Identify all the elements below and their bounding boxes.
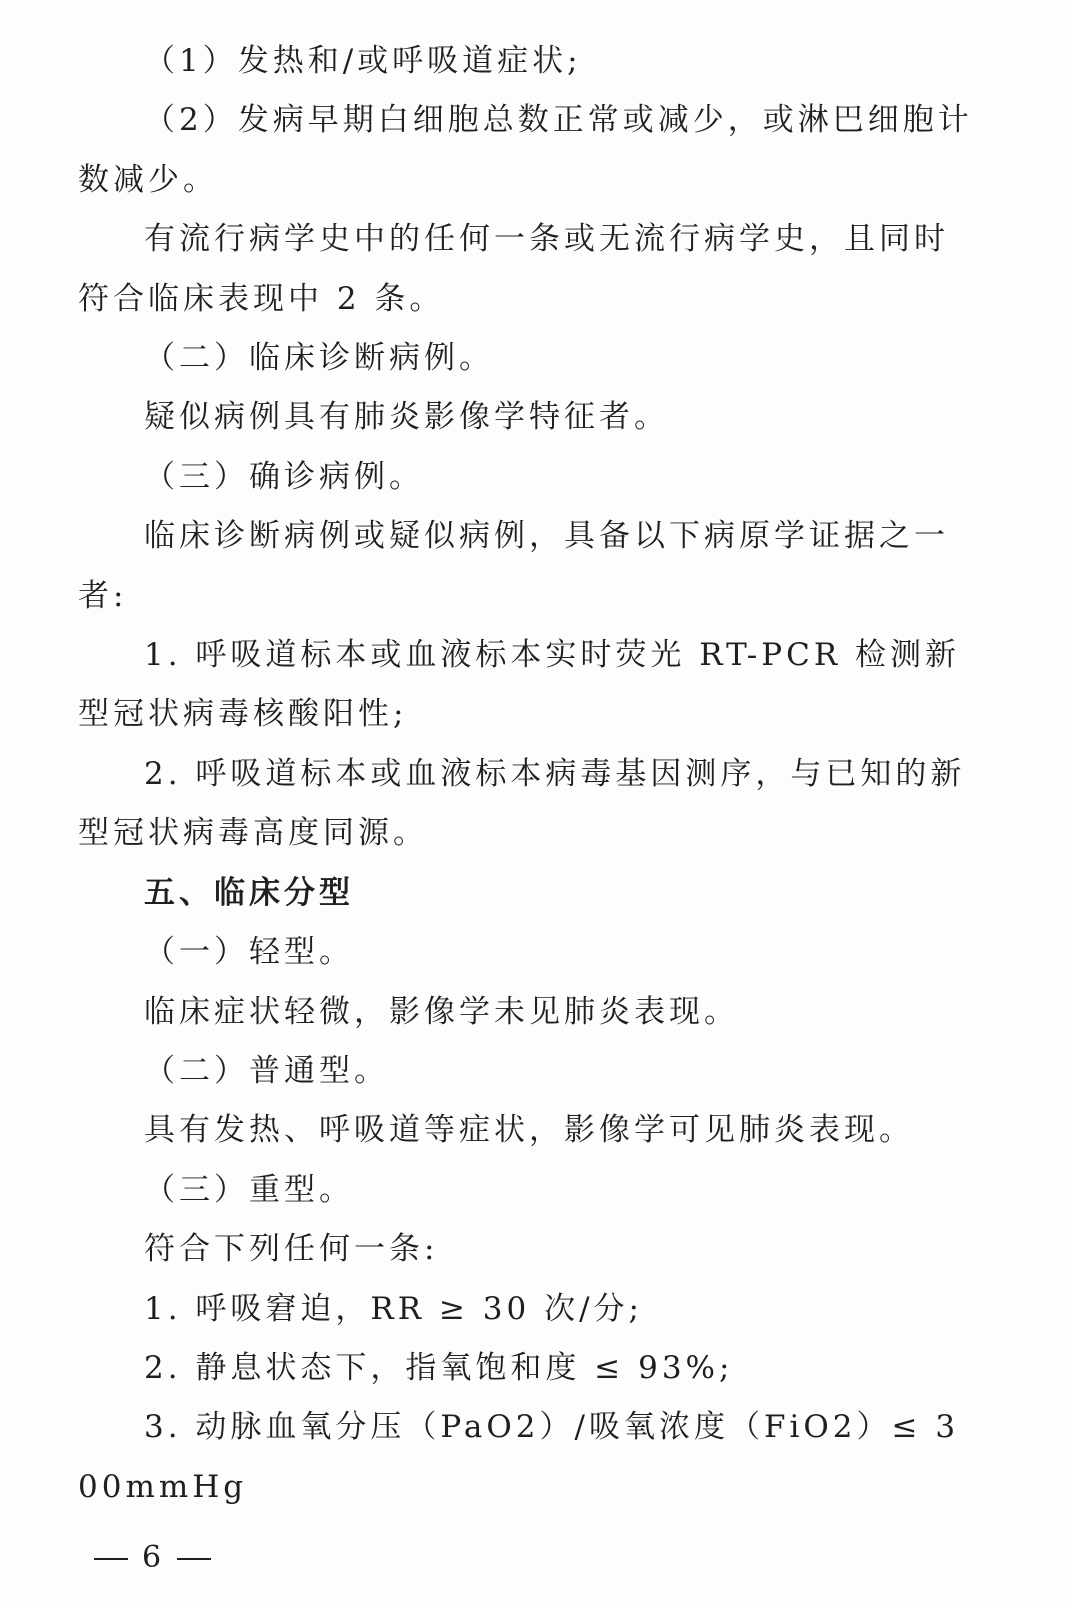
paragraph: （三）重型。 xyxy=(144,1171,354,1208)
document-body xyxy=(78,32,978,1517)
paragraph: 具有发热、呼吸道等症状，影像学可见肺炎表现。 xyxy=(144,1112,914,1149)
paragraph: 疑似病例具有肺炎影像学特征者。 xyxy=(144,399,669,436)
paragraph: 符合下列任何一条: xyxy=(144,1231,439,1268)
paragraph: （二）临床诊断病例。 xyxy=(144,340,494,377)
page-number-text: 6 xyxy=(142,1540,164,1575)
paragraph: （三）确诊病例。 xyxy=(144,458,424,495)
paragraph: （1）发热和/或呼吸道症状; xyxy=(144,43,582,79)
section-heading: 五、临床分型 xyxy=(144,874,354,911)
paragraph: 临床症状轻微，影像学未见肺炎表现。 xyxy=(144,993,739,1030)
paragraph: 2. 呼吸道标本或血液标本病毒基因测序，与已知的新型冠状病毒高度同源。 xyxy=(78,755,966,852)
paragraph: 3. 动脉血氧分压（PaO2）/吸氧浓度（FiO2）≤ 300mmHg xyxy=(78,1409,960,1505)
paragraph: 1. 呼吸窘迫，RR ≥ 30 次/分; xyxy=(144,1290,643,1327)
page-number xyxy=(80,1540,225,1575)
paragraph: 临床诊断病例或疑似病例，具备以下病原学证据之一者: xyxy=(78,518,949,614)
paragraph: 1. 呼吸道标本或血液标本实时荧光 RT-PCR 检测新型冠状病毒核酸阳性; xyxy=(78,637,961,733)
dash-right xyxy=(177,1558,211,1560)
paragraph: 2. 静息状态下，指氧饱和度 ≤ 93%; xyxy=(144,1349,734,1386)
paragraph: 有流行病学史中的任何一条或无流行病学史，且同时符合临床表现中 2 条。 xyxy=(78,221,949,317)
paragraph: （2）发病早期白细胞总数正常或减少，或淋巴细胞计数减少。 xyxy=(78,102,973,198)
paragraph: （二）普通型。 xyxy=(144,1052,389,1089)
paragraph: （一）轻型。 xyxy=(144,934,354,971)
dash-left xyxy=(94,1558,128,1560)
